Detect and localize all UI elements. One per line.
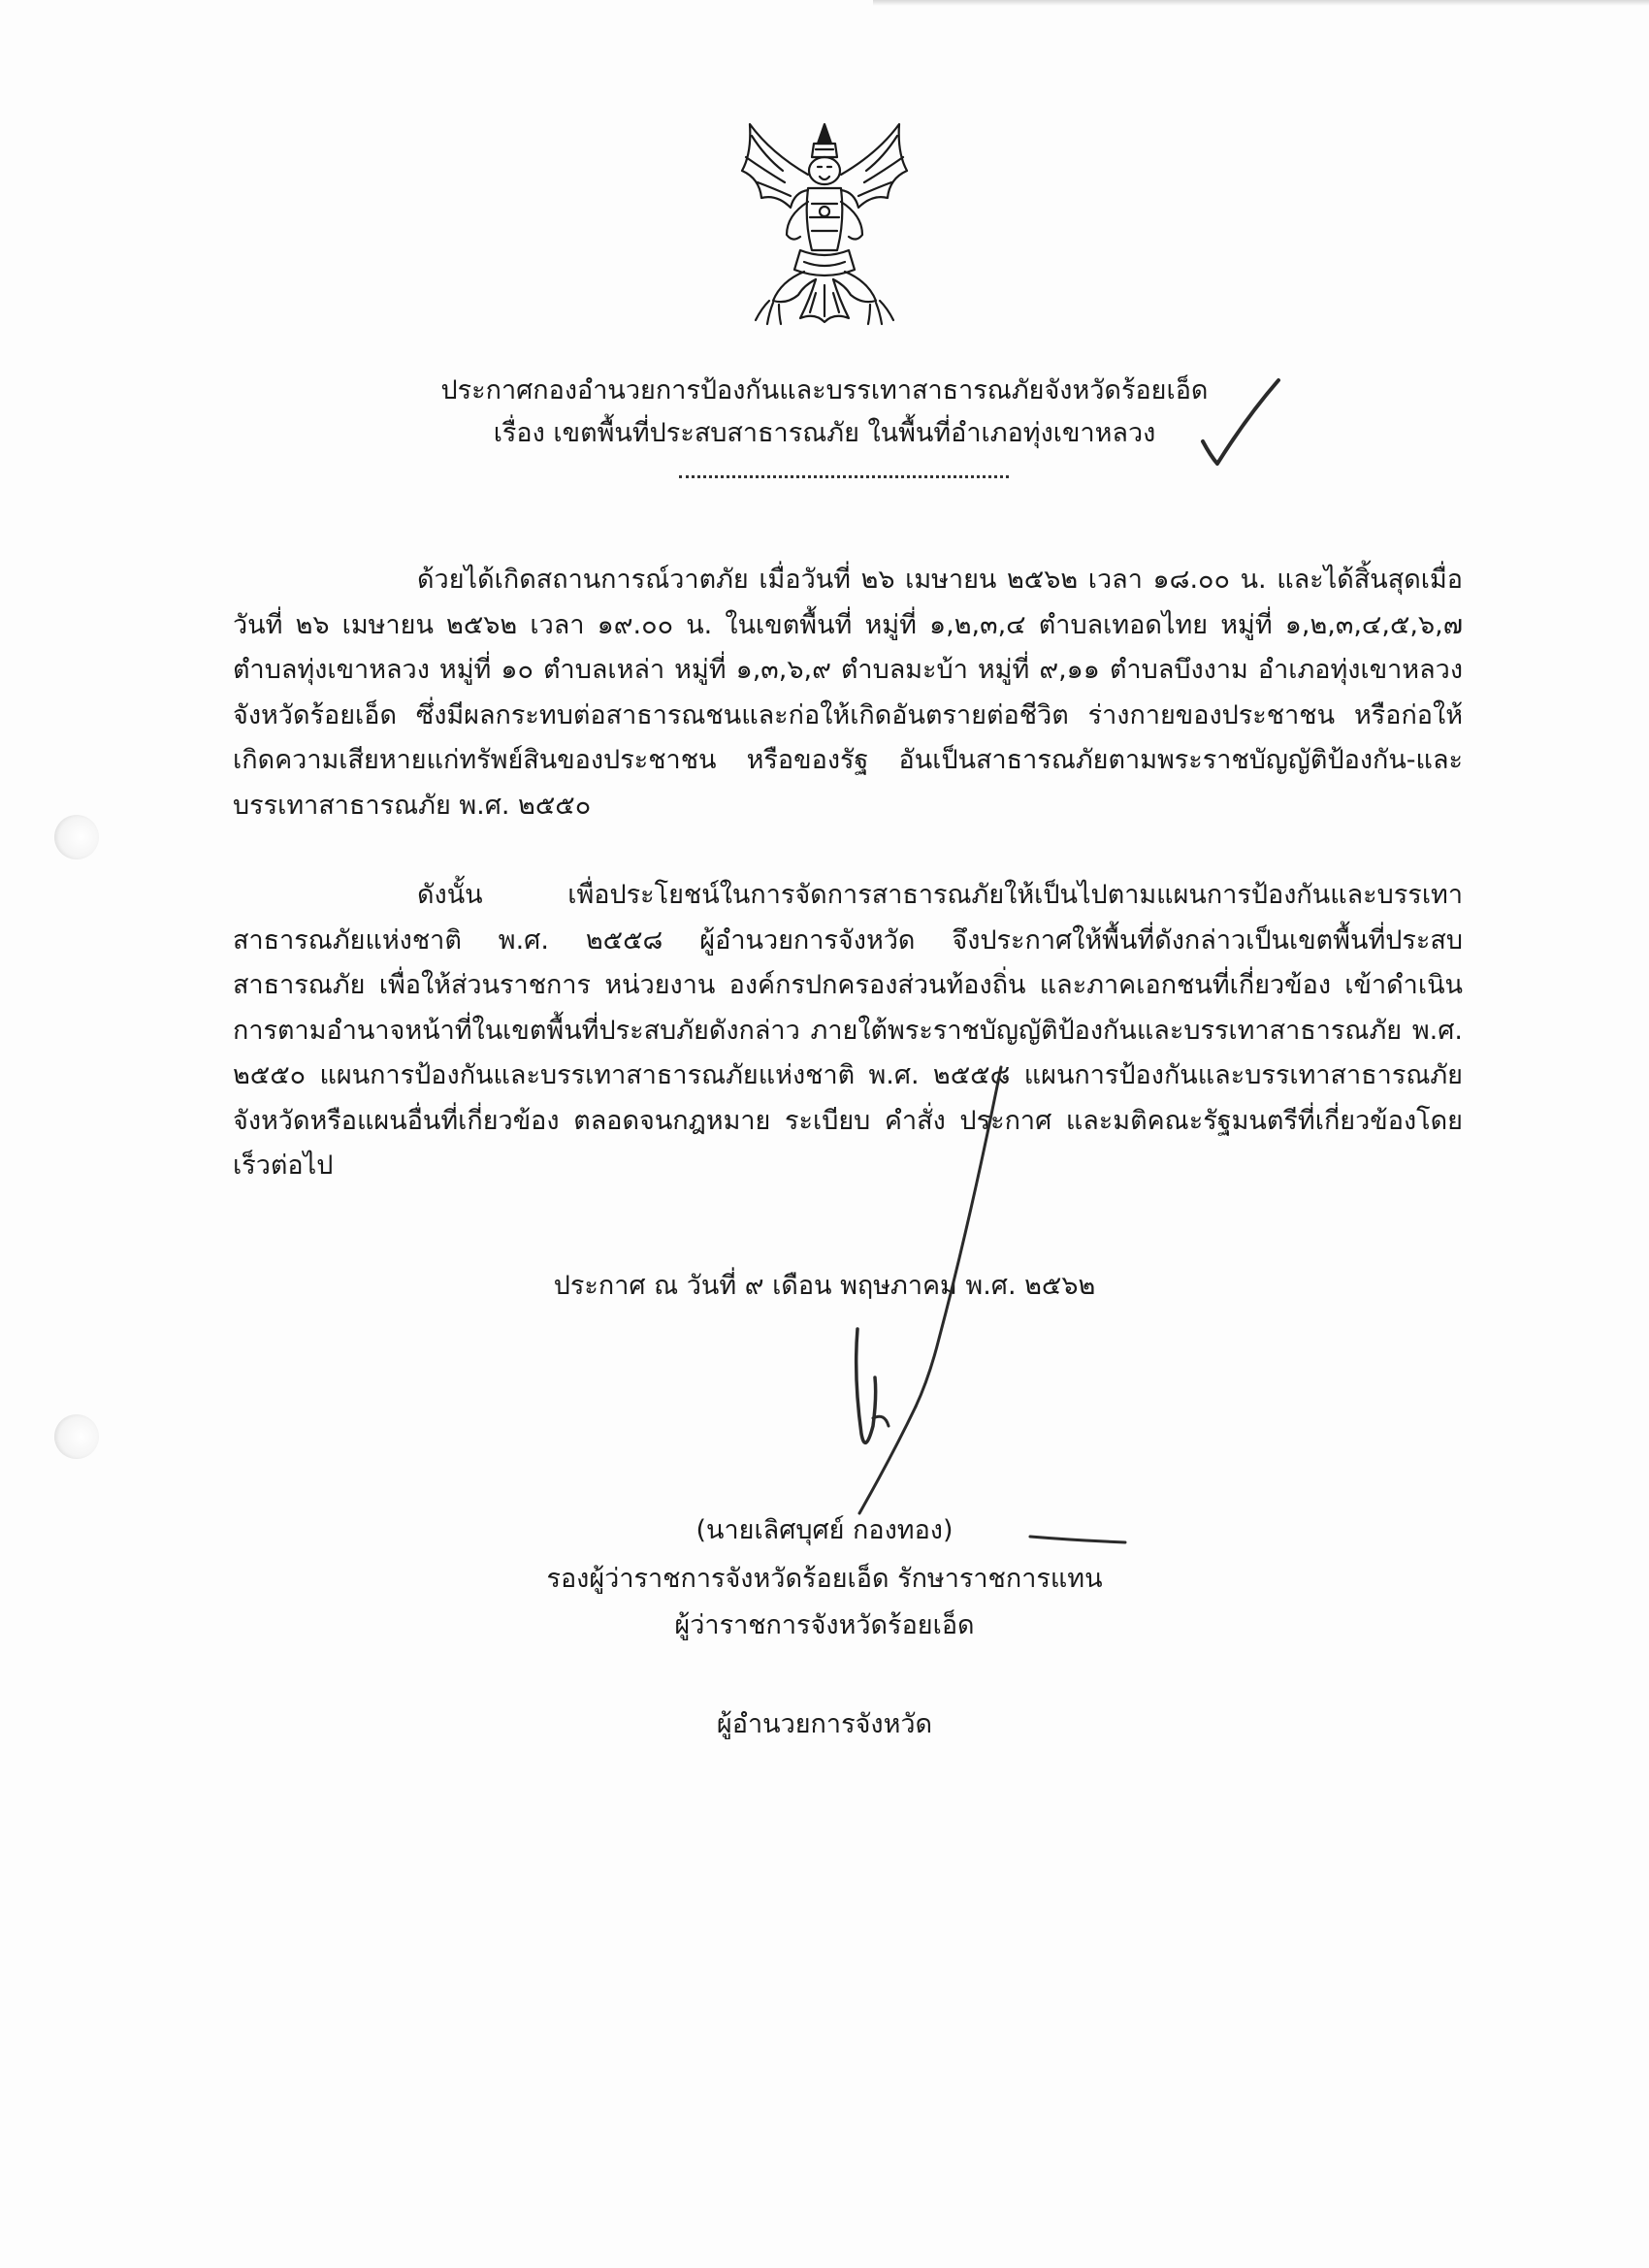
signer-position: รองผู้ว่าราชการจังหวัดร้อยเอ็ด รักษาราชการแทน xyxy=(546,1564,1103,1594)
body-paragraph-2: ดังนั้น เพื่อประโยชน์ในการจัดการสาธารณภัยให้เป็นไปตามแผนการป้องกันและบรรเทาสาธารณภัยแห่งชาติ พ.ศ. ๒๕๕๘ ผู้อำนวยการจังหวัด จึงประกาศให้พื้นที่ดังกล่าวเป็นเขตพื้นที่ประสบสาธารณภัย เพื่อให้ส่วนราชการ หน่วยงาน องค์กรปกครองส่วนท้องถิ่น และภาคเอกชนที่เกี่ยวข้อง เข้าดำเนินการตามอำนาจหน้าที่ในเขตพื้นที่ประสบภัยดังกล่าว ภายใต้พระราชบัญญัติป้องกันและบรรเทาสาธารณภัย พ.ศ. ๒๕๕๐ แผนการป้องกันและบรรเทาสาธารณภัยแห่งชาติ พ.ศ. ๒๕๕๘ แผนการป้องกันและบรรเทาสาธารณภัยจังหวัดหรือแผนอื่นที่เกี่ยวข้อง ตลอดจนกฎหมาย ระเบียบ คำสั่ง ประกาศ และมติคณะรัฐมนตรีที่เกี่ยวข้องโดยเร็วต่อไป xyxy=(233,880,1463,1181)
punch-hole-bottom xyxy=(54,1414,99,1459)
announcement-date: ประกาศ ณ วันที่ ๙ เดือน พฤษภาคม พ.ศ. ๒๕๖๒ xyxy=(553,1271,1096,1301)
signer-role: ผู้อำนวยการจังหวัด xyxy=(716,1709,933,1739)
garuda-emblem-icon xyxy=(723,114,926,333)
scan-edge-shadow xyxy=(873,0,1649,6)
signer-name: (นายเลิศบุศย์ กองทอง) xyxy=(695,1515,954,1545)
signer-position-secondary: ผู้ว่าราชการจังหวัดร้อยเอ็ด xyxy=(674,1610,975,1640)
punch-hole-top xyxy=(54,815,99,859)
document-title: ประกาศกองอำนวยการป้องกันและบรรเทาสาธารณภัยจังหวัดร้อยเอ็ด xyxy=(440,375,1209,405)
body-paragraph-1: ด้วยได้เกิดสถานการณ์วาตภัย เมื่อวันที่ ๒๖ เมษายน ๒๕๖๒ เวลา ๑๘.๐๐ น. และได้สิ้นสุดเมื่อวันที่ ๒๖ เมษายน ๒๕๖๒ เวลา ๑๙.๐๐ น. ในเขตพื้นที่ หมู่ที่ ๑,๒,๓,๔ ตำบลเทอดไทย หมู่ที่ ๑,๒,๓,๔,๕,๖,๗ ตำบลทุ่งเขาหลวง หมู่ที่ ๑๐ ตำบลเหล่า หมู่ที่ ๑,๓,๖,๙ ตำบลมะบ้า หมู่ที่ ๙,๑๑ ตำบลบึงงาม อำเภอทุ่งเขาหลวง จังหวัดร้อยเอ็ด ซึ่งมีผลกระทบต่อสาธารณชนและก่อให้เกิดอันตรายต่อชีวิต ร่างกายของประชาชน หรือก่อให้เกิดความเสียหายแก่ทรัพย์สินของประชาชน หรือของรัฐ อันเป็นสาธารณภัยตามพระราชบัญญัติป้องกัน-และบรรเทาสาธารณภัย พ.ศ. ๒๕๕๐ xyxy=(233,565,1463,821)
document-subject: เรื่อง เขตพื้นที่ประสบสาธารณภัย ในพื้นที่อำเภอทุ่งเขาหลวง xyxy=(493,418,1156,448)
heading-divider xyxy=(679,475,1009,478)
